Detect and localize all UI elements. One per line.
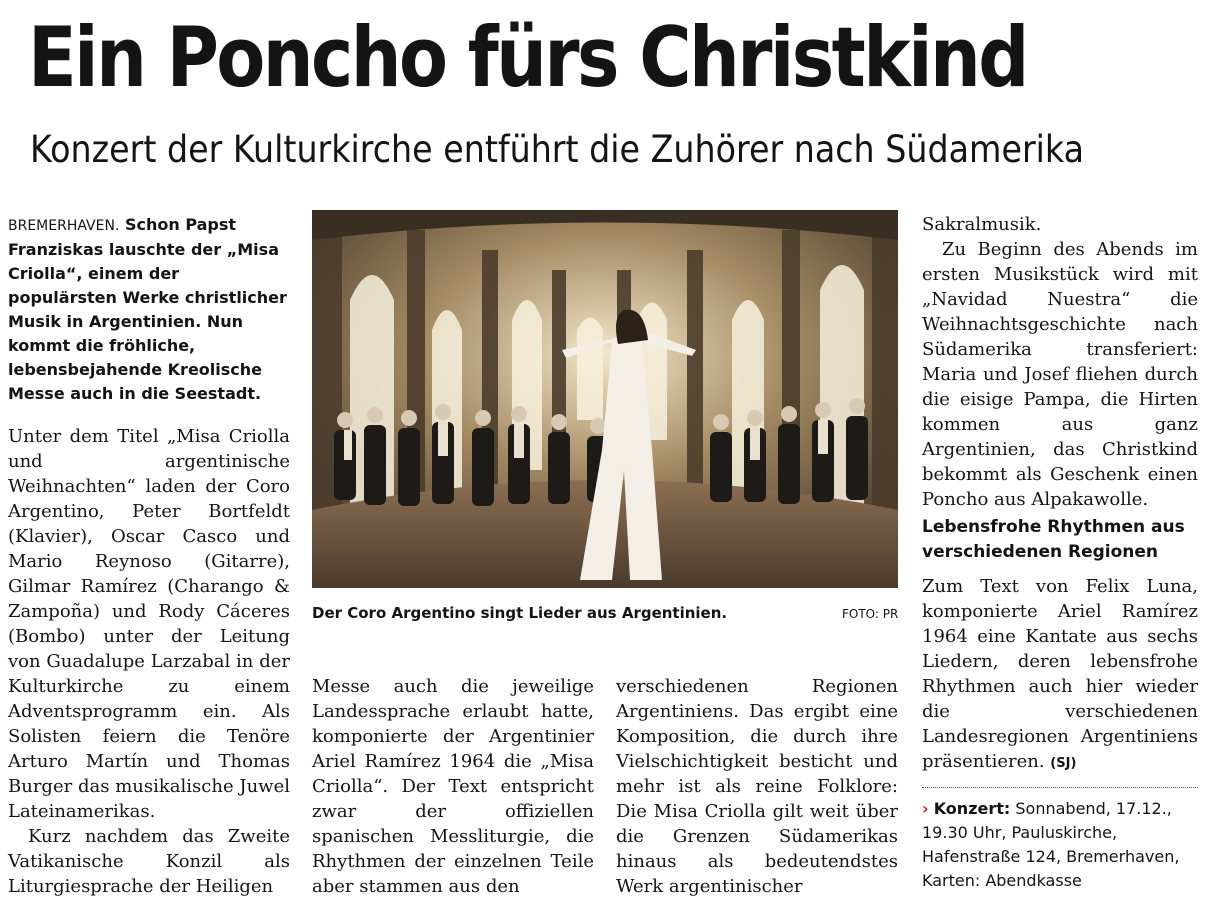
chevron-right-icon: › [922,799,929,818]
article-column-3 [616,674,898,899]
photo-caption: Der Coro Argentino singt Lieder aus Argentinien. [312,604,728,622]
article-column-2 [312,674,594,899]
body-text: Zum Text von Felix Luna, komponierte Ariel Ramírez 1964 eine Kantate aus sechs Liedern, deren lebensfrohe Rhythmen auch hier wieder die verschiedenen Landesregionen Argentiniens präsentieren. [922,576,1198,772]
body-paragraph: Zu Beginn des Abends im ersten Musikstück wird mit „Navidad Nuestra“ die Weihnachtsgeschichte nach Südamerika transferiert: Maria und Josef fliehen durch die eisige Pampa, die Hirten kommen aus ganz Argentinien, das Christkind bekommt als Geschenk einen Poncho aus Alpakawolle. [922,239,1198,510]
cathedral-choir-image [312,210,898,588]
body-paragraph: Sakralmusik. [922,214,1042,235]
headline: Ein Poncho fürs Christkind [28,9,1027,106]
section-subheading: Lebensfrohe Rhythmen aus verschiedenen Regionen [922,517,1185,562]
article-column-4 [922,212,1198,512]
event-info-box [922,797,1204,893]
body-paragraph: verschiedenen Regionen Argentiniens. Das ergibt eine Komposition, die durch ihre Vielschichtigkeit besticht und mehr ist als reine Folklore: Die Misa Criolla gilt weit über die Grenzen Südamerikas hinaus als bedeutendstes Werk argentinischer [616,676,898,897]
lead-text: Schon Papst Franziskas lauschte der „Misa Criolla“, einem der populärsten Werke christlicher Musik in Argentinien. Nun kommt die fröhliche, lebensbejahende Kreolische Messe auch in die Seestadt. [8,215,287,403]
event-info-text: Sonnabend, 17.12., 19.30 Uhr, Pauluskirche, Hafenstraße 124, Bremerhaven, Karten: Abendkasse [922,799,1180,890]
body-paragraph: Kurz nachdem das Zweite Vatikanische Konzil als Liturgiesprache der Heiligen [8,826,290,897]
photo-credit: FOTO: PR [842,607,899,621]
article-column-4-continued [922,574,1198,776]
article-column-1 [8,213,290,899]
body-paragraph: Messe auch die jeweilige Landessprache erlaubt hatte, komponierte der Argentinier Ariel Ramírez 1964 die „Misa Criolla“. Der Text entspricht zwar der offiziellen spanischen Messliturgie, die Rhythmen der einzelnen Teile aber stammen aus den [312,676,594,897]
body-paragraph: Unter dem Titel „Misa Criolla und argentinische Weihnachten“ laden der Coro Argentino, Peter Bortfeldt (Klavier), Oscar Casco und Mario Reynoso (Gitarre), Gilmar Ramírez (Charango & Zampoña) und Rody Cáceres (Bombo) unter der Leitung von Guadalupe Larzabal in der Kulturkirche zu einem Adventsprogramm ein. Als Solisten feiern die Tenöre Arturo Martín und Thomas Burger das musikalische Juwel Lateinamerikas. [8,426,290,822]
author-signature: (SJ) [1050,756,1077,771]
body-paragraph [922,574,1198,776]
dateline: BREMERHAVEN. [8,218,120,234]
event-info-label: Konzert: [933,799,1011,818]
subheadline: Konzert der Kulturkirche entführt die Zuhörer nach Südamerika [30,128,1084,171]
lead-paragraph [8,213,290,406]
divider [922,787,1198,788]
choir-photo [312,210,898,588]
